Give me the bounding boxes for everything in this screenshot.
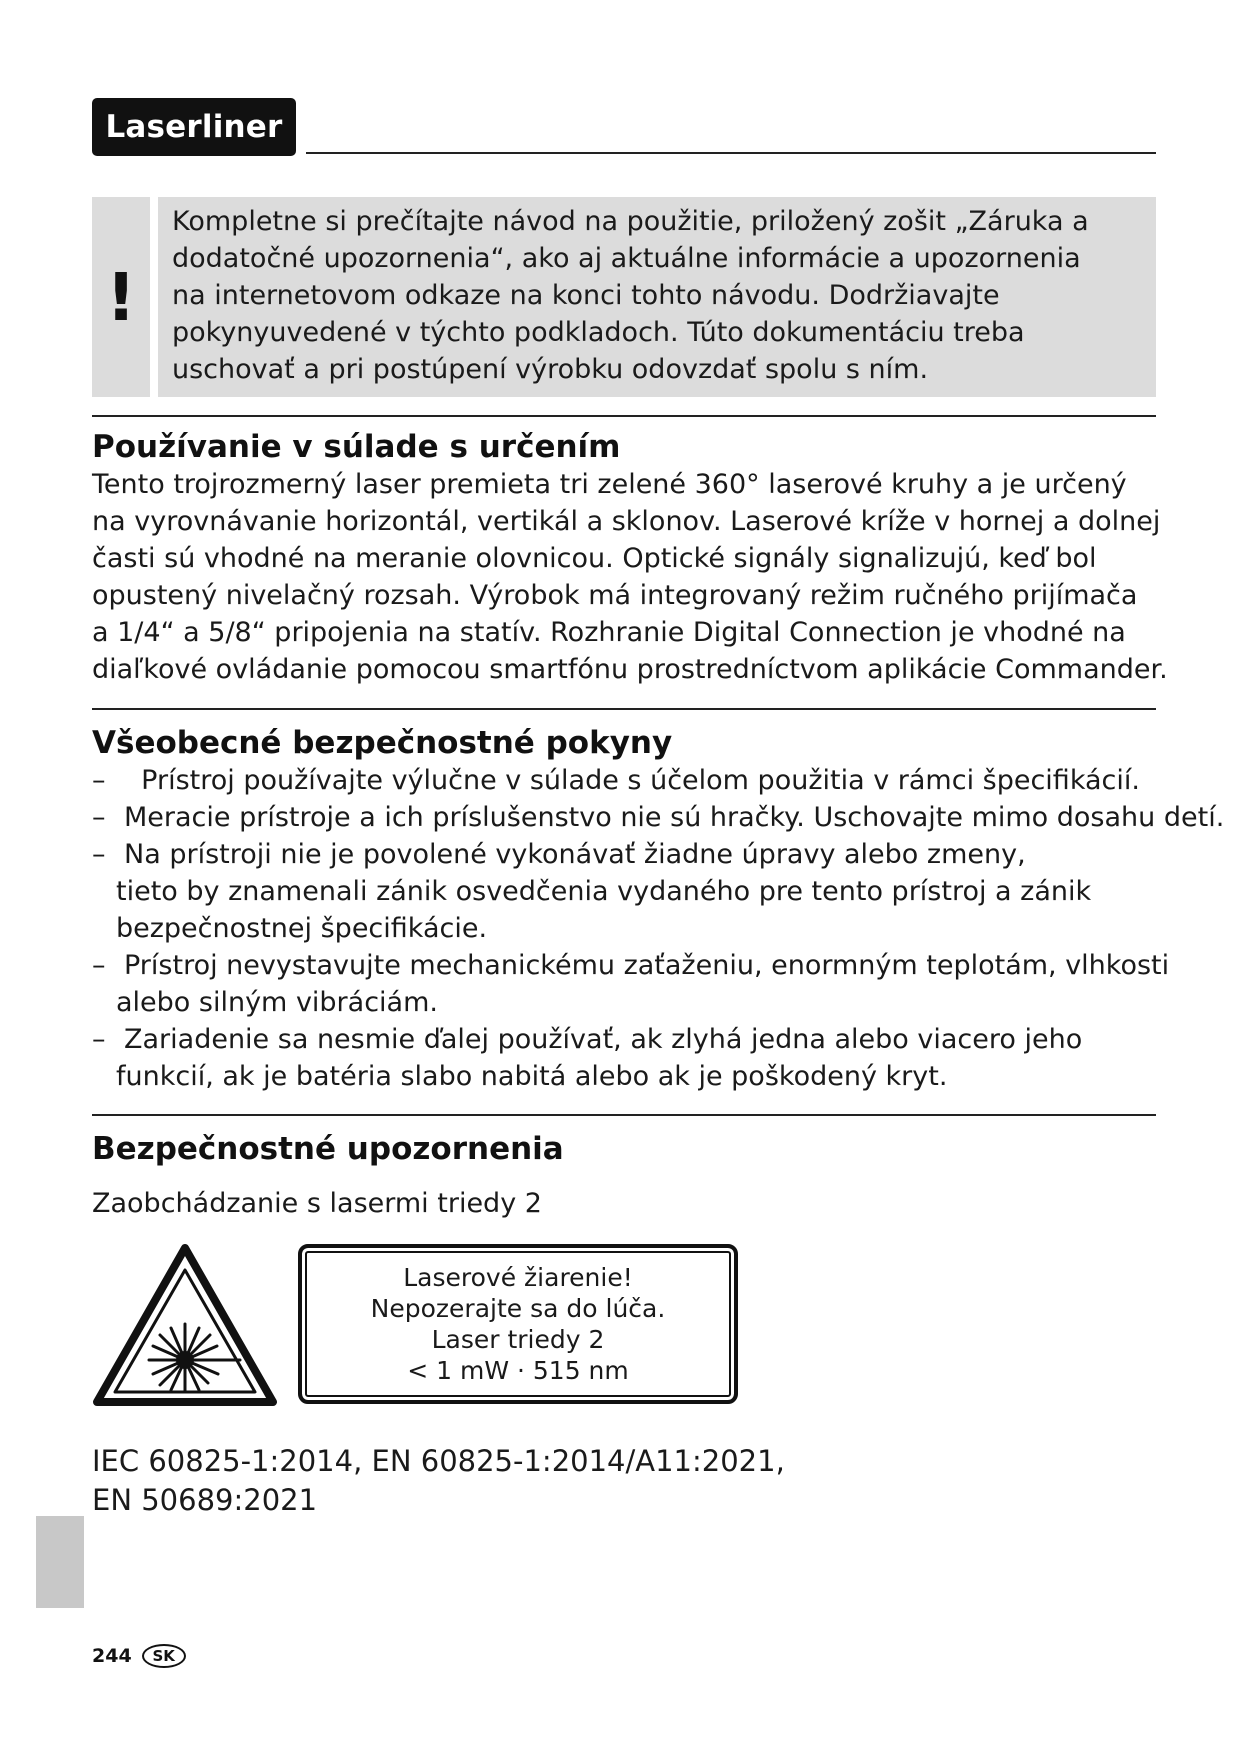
header-rule bbox=[306, 152, 1156, 154]
list-item bbox=[92, 947, 1192, 1021]
language-badge: SK bbox=[142, 1644, 186, 1668]
list-item bbox=[92, 799, 1225, 836]
list-item-text bbox=[124, 762, 1192, 799]
text-line: diaľkové ovládanie pomocou smartfónu prostredníctvom aplikácie Commander. bbox=[92, 654, 1168, 685]
text-line: Prístroj používajte výlučne v súlade s účelom použitia v rámci špecifikácií. bbox=[124, 765, 1140, 796]
text-line: IEC 60825-1:2014, EN 60825-1:2014/A11:2021, bbox=[92, 1444, 785, 1478]
text-line: Meracie prístroje a ich príslušenstvo nie sú hračky. Uschovajte mimo dosahu detí. bbox=[124, 802, 1225, 833]
section-heading-intended-use: Používanie v súlade s určením bbox=[92, 429, 621, 465]
label-line: Nepozerajte sa do lúča. bbox=[370, 1294, 666, 1323]
text-line: a 1/4“ a 5/8“ pripojenia na statív. Rozhranie Digital Connection je vhodné na bbox=[92, 617, 1126, 648]
warning-line: pokynyuvedené v týchto podkladoch. Túto dokumentáciu treba bbox=[172, 317, 1025, 348]
warning-line: dodatočné upozornenia“, ako aj aktuálne informácie a upozornenia bbox=[172, 243, 1081, 274]
dash-bullet: – bbox=[92, 802, 106, 833]
text-line: Zariadenie sa nesmie ďalej používať, ak zlyhá jedna alebo viacero jeho bbox=[124, 1024, 1083, 1055]
laser-class-subtitle: Zaobchádzanie s lasermi triedy 2 bbox=[92, 1188, 542, 1219]
list-item-text bbox=[116, 1021, 1192, 1095]
section-divider bbox=[92, 1114, 1156, 1116]
dash-bullet: – bbox=[92, 765, 106, 796]
warning-box bbox=[158, 197, 1156, 397]
page-footer bbox=[92, 1644, 186, 1668]
label-line: Laser triedy 2 bbox=[431, 1325, 605, 1354]
dash-bullet: – bbox=[92, 950, 106, 981]
laserliner-logo: Laserliner bbox=[92, 98, 296, 156]
text-line: EN 50689:2021 bbox=[92, 1483, 318, 1517]
dash-bullet: – bbox=[92, 839, 106, 870]
text-line: Tento trojrozmerný laser premieta tri zelené 360° laserové kruhy a je určený bbox=[92, 469, 1127, 500]
standards-text bbox=[92, 1442, 785, 1520]
warning-text bbox=[172, 203, 1142, 388]
section-heading-general-safety: Všeobecné bezpečnostné pokyny bbox=[92, 725, 673, 761]
label-line: < 1 mW · 515 nm bbox=[407, 1356, 629, 1385]
laser-warning-label bbox=[298, 1244, 738, 1404]
text-line: Na prístroji nie je povolené vykonávať žiadne úpravy alebo zmeny, bbox=[124, 839, 1026, 870]
exclamation-icon: ! bbox=[92, 197, 150, 397]
list-item-text bbox=[116, 947, 1192, 1021]
section-heading-safety-notes: Bezpečnostné upozornenia bbox=[92, 1131, 564, 1167]
text-line: funkcií, ak je batéria slabo nabitá alebo ak je poškodený kryt. bbox=[116, 1061, 948, 1092]
intended-use-text bbox=[92, 466, 1172, 688]
label-line: Laserové žiarenie! bbox=[403, 1263, 633, 1292]
text-line: časti sú vhodné na meranie olovnicou. Optické signály signalizujú, keď bol bbox=[92, 543, 1097, 574]
page-number: 244 bbox=[92, 1645, 132, 1667]
safety-bullet-list bbox=[92, 762, 1225, 1095]
text-line: opustený nivelačný rozsah. Výrobok má integrovaný režim ručného prijímača bbox=[92, 580, 1138, 611]
list-item-text bbox=[116, 836, 1192, 947]
dash-bullet: – bbox=[92, 1024, 106, 1055]
warning-line: uschovať a pri postúpení výrobku odovzdať spolu s ním. bbox=[172, 354, 929, 385]
laser-warning-icon bbox=[92, 1242, 278, 1408]
text-line: Prístroj nevystavujte mechanickému zaťaženiu, enormným teplotám, vlhkosti bbox=[124, 950, 1170, 981]
text-line: bezpečnostnej špecifikácie. bbox=[116, 913, 488, 944]
text-line: tieto by znamenali zánik osvedčenia vydaného pre tento prístroj a zánik bbox=[116, 876, 1092, 907]
text-line: na vyrovnávanie horizontál, vertikál a sklonov. Laserové kríže v hornej a dolnej bbox=[92, 506, 1161, 537]
warning-line: na internetovom odkaze na konci tohto návodu. Dodržiavajte bbox=[172, 280, 1000, 311]
page-edge-tab bbox=[36, 1516, 84, 1608]
warning-line: Kompletne si prečítajte návod na použitie, priložený zošit „Záruka a bbox=[172, 206, 1089, 237]
text-line: alebo silným vibráciám. bbox=[116, 987, 438, 1018]
section-divider bbox=[92, 415, 1156, 417]
list-item bbox=[92, 836, 1192, 947]
list-item-text bbox=[124, 799, 1224, 836]
section-divider bbox=[92, 708, 1156, 710]
list-item bbox=[92, 762, 1192, 799]
list-item bbox=[92, 1021, 1192, 1095]
